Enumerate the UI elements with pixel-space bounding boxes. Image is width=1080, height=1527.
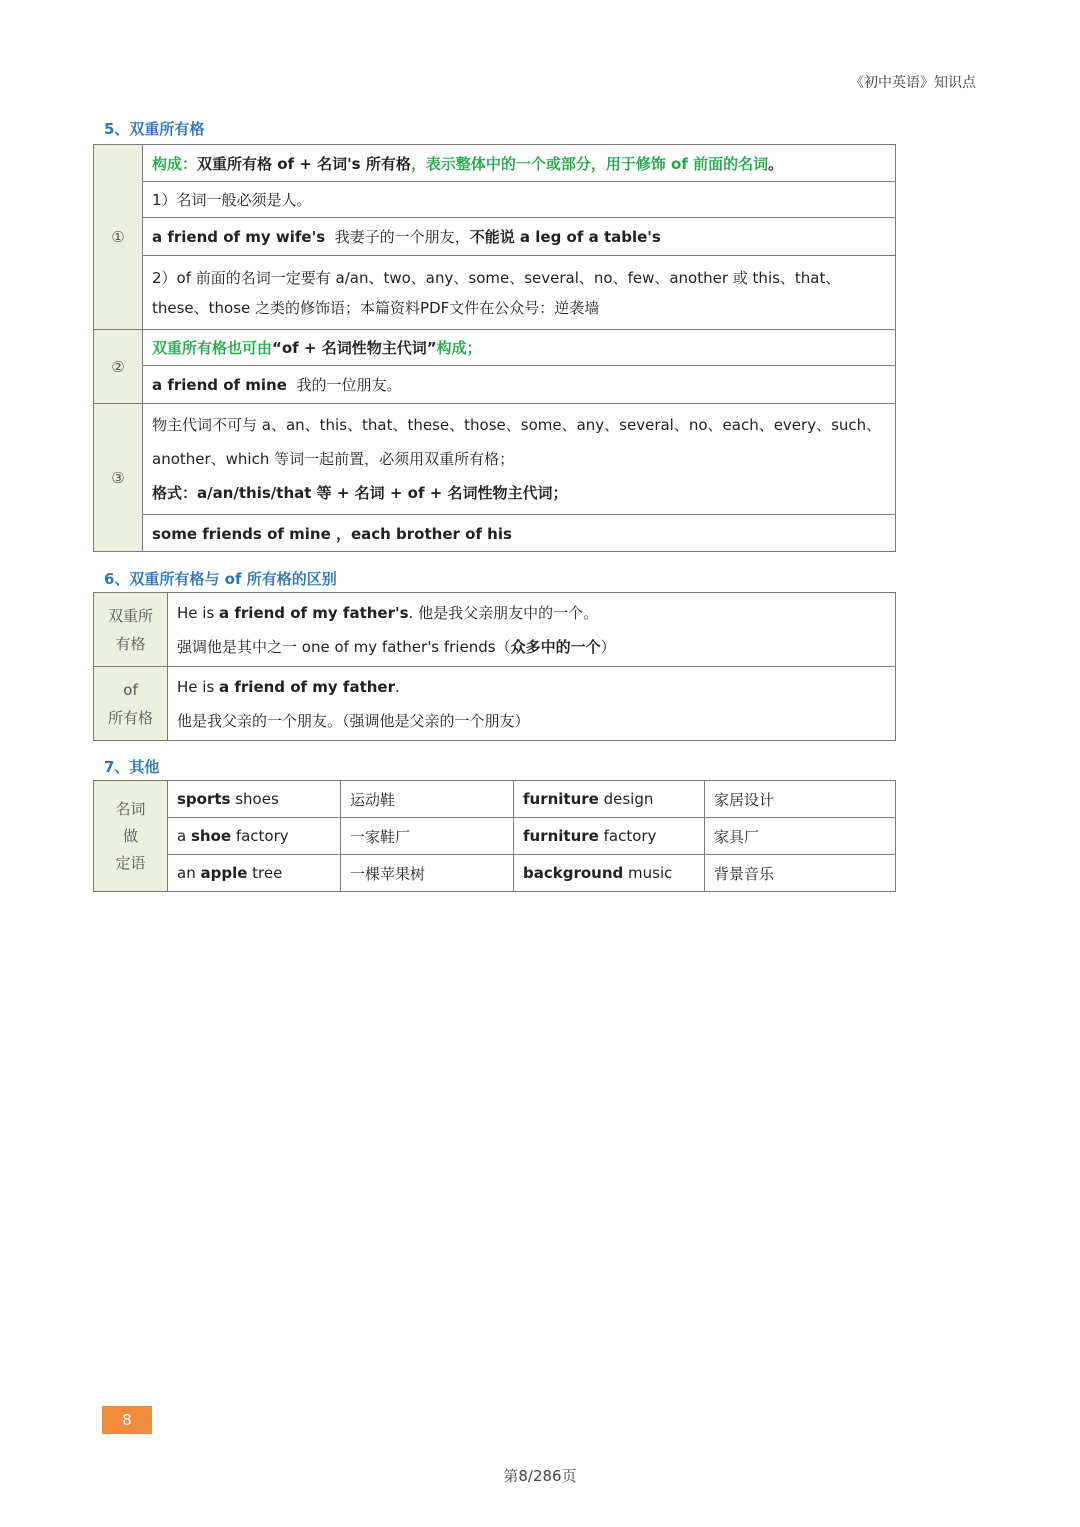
noun-as-attribute-label: 名词 做 定语 <box>94 781 168 892</box>
section-6-table <box>93 592 896 741</box>
pronoun-rule: 物主代词不可与 a、an、this、that、these、those、some、any、several、no、each、every、such、another、which 等词一起前置，必须用双重所有格； 格式：a/an/this/that 等 + 名词 + of + 名词性物主代词； <box>143 404 896 515</box>
vocab-cn: 背景音乐 <box>705 855 896 892</box>
example-row-2: a friend of mine 我的一位朋友。 <box>143 366 896 404</box>
rule-1: 1）名词一般必须是人。 <box>143 182 896 218</box>
section-5-table <box>93 144 896 552</box>
of-genitive-label: of 所有格 <box>94 667 168 741</box>
vocab-en: a shoe factory <box>168 818 341 855</box>
marker-3: ③ <box>94 404 143 552</box>
vocab-en: sports shoes <box>168 781 341 818</box>
vocab-en: an apple tree <box>168 855 341 892</box>
marker-1: ① <box>94 145 143 330</box>
section-6-heading: 6、双重所有格与 of 所有格的区别 <box>104 570 337 588</box>
section-7-table <box>93 780 896 892</box>
vocab-en: furniture design <box>514 781 705 818</box>
vocab-cn: 家具厂 <box>705 818 896 855</box>
page-footer: 第8/286页 <box>503 1467 577 1485</box>
double-genitive-example: He is a friend of my father's. 他是我父亲朋友中的一个。 强调他是其中之一 one of my father's friends（众多中的一个） <box>168 593 896 667</box>
document-title: 《初中英语》知识点 <box>850 75 976 91</box>
vocab-en: background music <box>514 855 705 892</box>
example-row-3: some friends of mine ，each brother of his <box>143 515 896 552</box>
marker-2: ② <box>94 330 143 404</box>
section-5-heading: 5、双重所有格 <box>104 120 205 138</box>
example-row-1: a friend of my wife's 我妻子的一个朋友，不能说 a leg of a table's <box>143 218 896 256</box>
section-7-heading: 7、其他 <box>104 758 160 776</box>
vocab-cn: 一家鞋厂 <box>341 818 514 855</box>
vocab-cn: 一棵苹果树 <box>341 855 514 892</box>
vocab-cn: 家居设计 <box>705 781 896 818</box>
vocab-cn: 运动鞋 <box>341 781 514 818</box>
page-number-badge: 8 <box>102 1406 152 1434</box>
rule-2: 2）of 前面的名词一定要有 a/an、two、any、some、several、no、few、another 或 this、that、these、those 之类的修饰语；本篇资料PDF文件在公众号：逆袭墙 <box>143 256 896 330</box>
alt-composition-row: 双重所有格也可由“of + 名词性物主代词”构成； <box>143 330 896 366</box>
of-genitive-example: He is a friend of my father. 他是我父亲的一个朋友。（强调他是父亲的一个朋友） <box>168 667 896 741</box>
vocab-en: furniture factory <box>514 818 705 855</box>
double-genitive-label: 双重所 有格 <box>94 593 168 667</box>
composition-row: 构成：双重所有格 of + 名词's 所有格，表示整体中的一个或部分，用于修饰 of 前面的名词。 <box>143 145 896 182</box>
